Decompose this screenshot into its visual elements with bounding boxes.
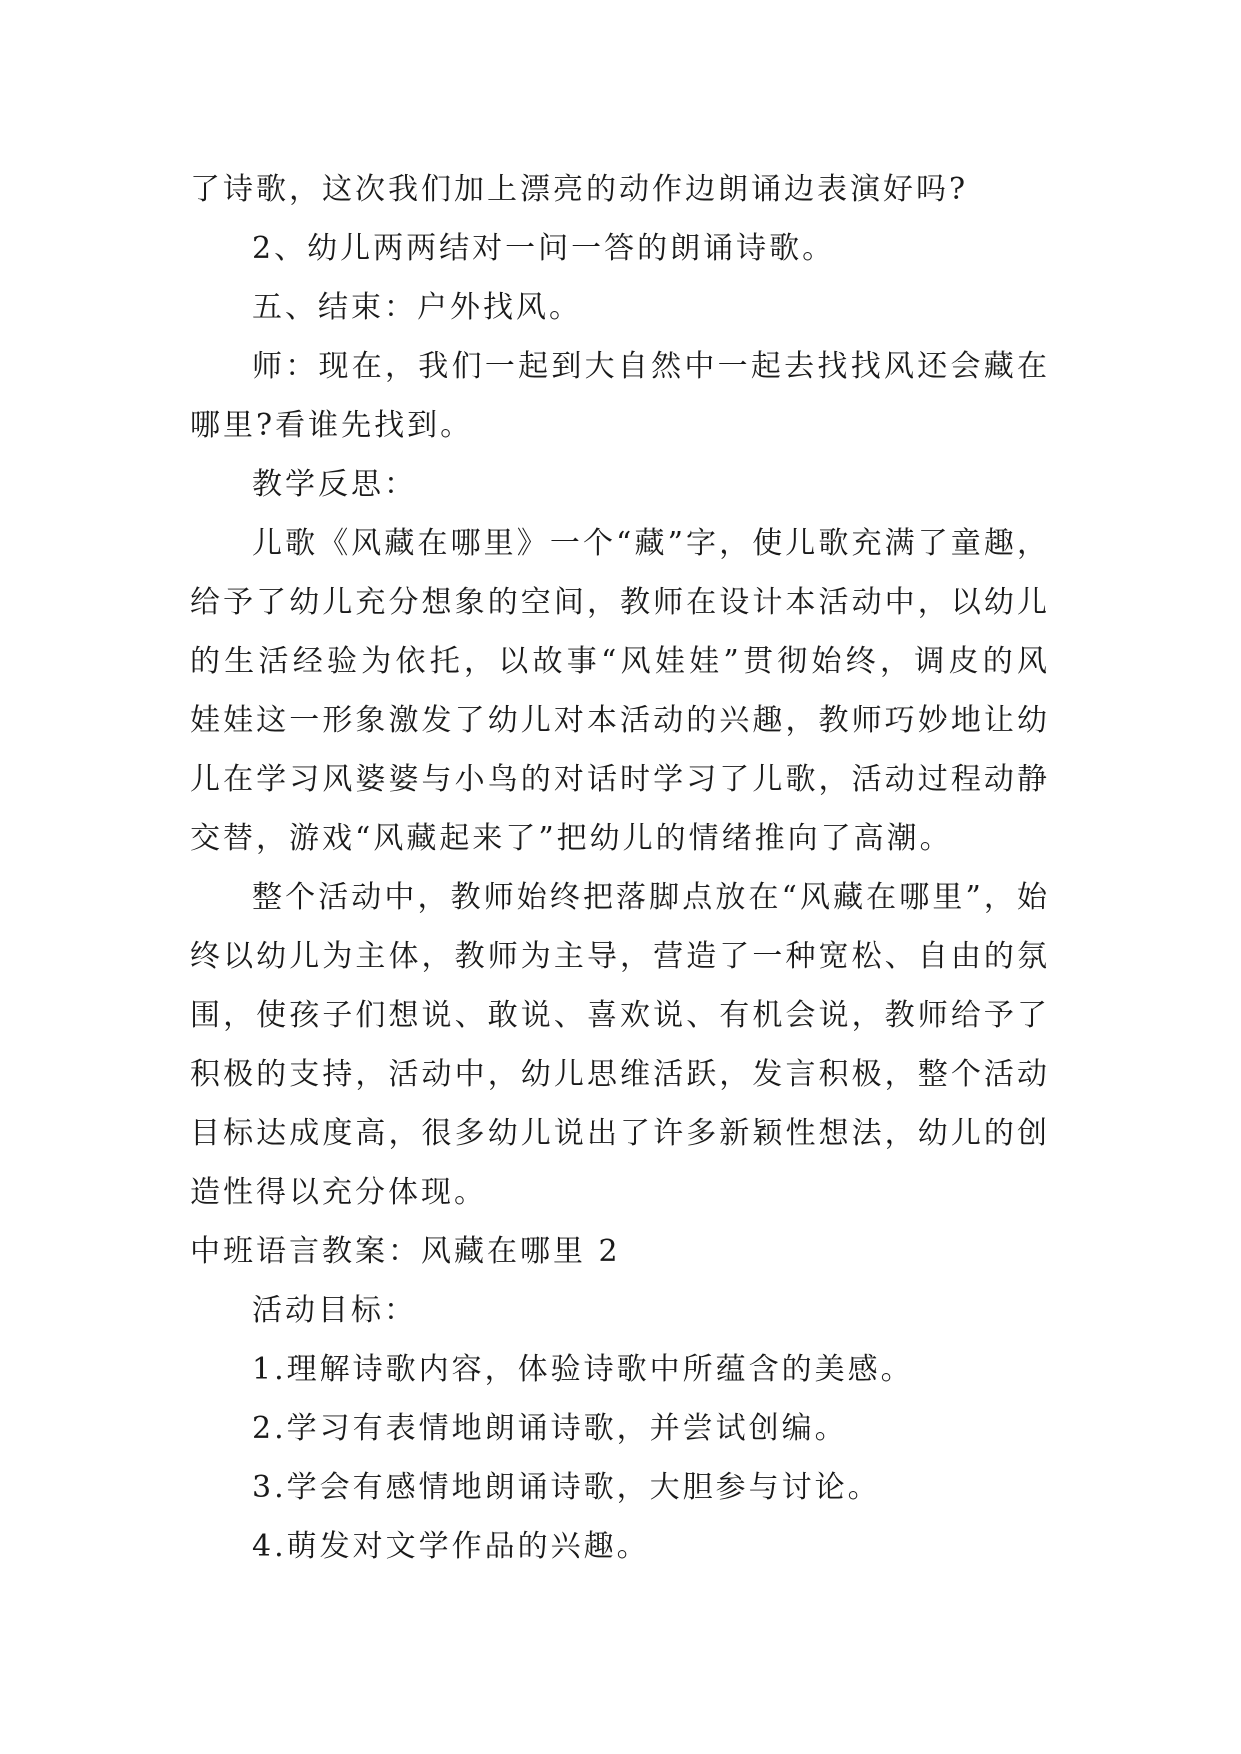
section-title: 中班语言教案：风藏在哪里 2	[190, 1234, 621, 1269]
paragraph: 整个活动中，教师始终把落脚点放在“风藏在哪里”，始终以幼儿为主体，教师为主导，营造了一种宽松、自由的氛围，使孩子们想说、敢说、喜欢说、有机会说，教师给予了积极的支持，活动中，幼儿思维活跃，发言积极，整个活动目标达成度高，很多幼儿说出了许多新颖性想法，幼儿的创造性得以充分体现。	[190, 880, 1050, 1210]
list-item: 1.理解诗歌内容，体验诗歌中所蕴含的美感。	[252, 1352, 914, 1387]
paragraph: 五、结束：户外找风。	[252, 290, 582, 325]
paragraph: 2、幼儿两两结对一问一答的朗诵诗歌。	[252, 231, 836, 266]
paragraph: 教学反思：	[252, 467, 417, 502]
paragraph: 活动目标：	[252, 1293, 417, 1328]
list-item: 4.萌发对文学作品的兴趣。	[252, 1529, 650, 1564]
list-item: 2.学习有表情地朗诵诗歌，并尝试创编。	[252, 1411, 848, 1446]
paragraph: 儿歌《风藏在哪里》一个“藏”字，使儿歌充满了童趣，给予了幼儿充分想象的空间，教师在设计本活动中，以幼儿的生活经验为依托，以故事“风娃娃”贯彻始终，调皮的风娃娃这一形象激发了幼儿对本活动的兴趣，教师巧妙地让幼儿在学习风婆婆与小鸟的对话时学习了儿歌，活动过程动静交替，游戏“风藏起来了”把幼儿的情绪推向了高潮。	[190, 526, 1050, 856]
list-item: 3.学会有感情地朗诵诗歌，大胆参与讨论。	[252, 1470, 881, 1505]
paragraph: 了诗歌，这次我们加上漂亮的动作边朗诵边表演好吗?	[190, 172, 969, 207]
paragraph: 师：现在，我们一起到大自然中一起去找找风还会藏在哪里?看谁先找到。	[190, 349, 1050, 443]
document-body	[190, 160, 1050, 1576]
